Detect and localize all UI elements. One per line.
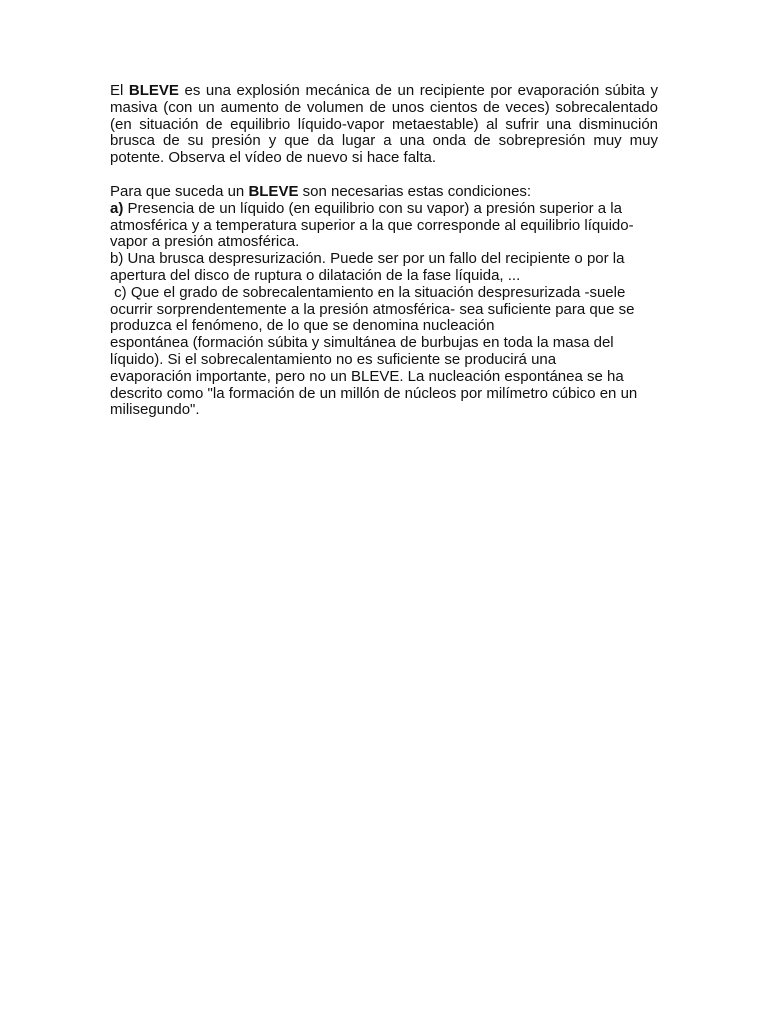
conditions-intro-prefix: Para que suceda un — [110, 182, 249, 200]
conditions-intro-bold-term: BLEVE — [248, 182, 299, 200]
condition-c-text-4: espontánea (formación súbita y simultánea de burbujas en toda la masa del — [110, 334, 614, 352]
condition-a-text-2: atmosférica y a temperatura superior a la que corresponde al equilibrio líquido- — [110, 216, 634, 234]
paragraph1-prefix: El — [110, 82, 129, 99]
condition-c-text-2: ocurrir sorprendentemente a la presión atmosférica- sea suficiente para que se — [110, 300, 635, 318]
paragraph-conditions — [110, 184, 658, 419]
condition-c-text-5: líquido). Si el sobrecalentamiento no es suficiente se producirá una — [110, 350, 557, 368]
condition-c-text-7: descrito como "la formación de un millón de núcleos por milímetro cúbico en un — [110, 384, 638, 402]
condition-c-text-6: evaporación importante, pero no un BLEVE. La nucleación espontánea se ha — [110, 367, 624, 385]
condition-a-text-3: vapor a presión atmosférica. — [110, 233, 300, 251]
condition-b-text-1: b) Una brusca despresurización. Puede ser por un fallo del recipiente o por la — [110, 250, 625, 268]
paragraph-bleve-definition — [110, 83, 658, 167]
condition-a-line — [110, 201, 658, 218]
document-body — [110, 83, 658, 419]
condition-a-text-1: Presencia de un líquido (en equilibrio con su vapor) a presión superior a la — [123, 199, 622, 217]
conditions-intro — [110, 184, 658, 201]
paragraph1-bold-term: BLEVE — [128, 82, 179, 99]
paragraph1-text: es una explosión mecánica de un recipiente por evaporación súbita y masiva (con un aumento de volumen de unos cientos de veces) sobrecalentado (en situación de equilibrio líquido-vapor metaestable) al sufrir una disminución brusca de su presión y que da lugar a una onda de sobrepresión muy muy potente. Observa el vídeo de nuevo si hace falta. — [110, 82, 659, 167]
condition-c-text-3: produzca el fenómeno, de lo que se denomina nucleación — [110, 317, 495, 335]
condition-b-text-2: apertura del disco de ruptura o dilatación de la fase líquida, ... — [110, 266, 521, 284]
conditions-intro-suffix: son necesarias estas condiciones: — [298, 182, 532, 200]
condition-c-text-8: milisegundo". — [110, 401, 200, 419]
condition-a-label: a) — [110, 199, 124, 217]
condition-c-text-1: c) Que el grado de sobrecalentamiento en la situación despresurizada -suele — [110, 283, 626, 301]
